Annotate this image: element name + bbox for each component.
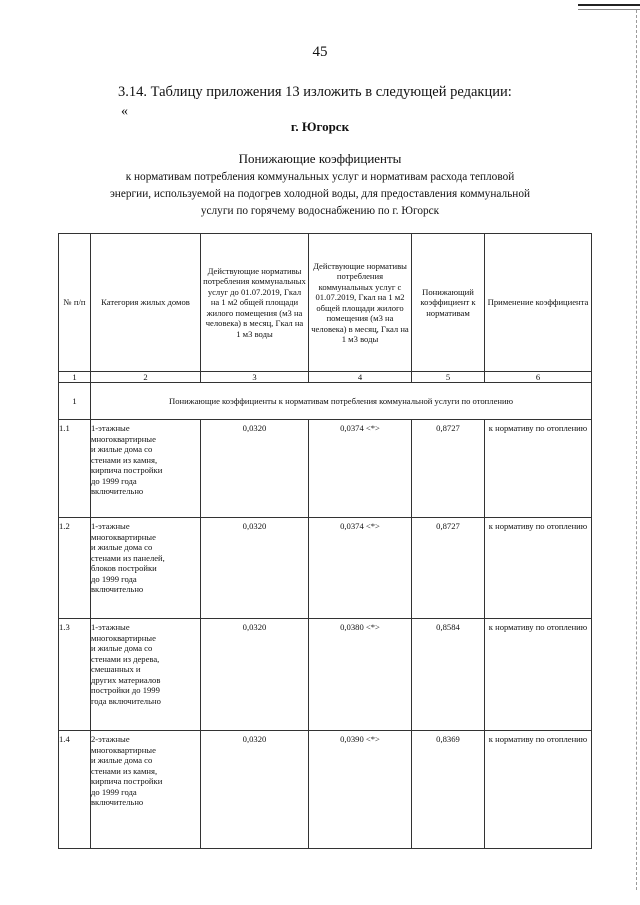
- city-heading: г. Югорск: [290, 119, 350, 134]
- row-application: к нормативу по отоплению: [485, 619, 592, 731]
- column-number-row: [59, 372, 592, 383]
- column-number: 1: [59, 372, 91, 383]
- row-norm-before: 0,0320: [201, 420, 309, 518]
- table-row: [59, 518, 592, 619]
- row-norm-before: 0,0320: [201, 619, 309, 731]
- column-number: 4: [309, 372, 412, 383]
- column-number: 3: [201, 372, 309, 383]
- table-header-row: [59, 234, 592, 372]
- section-row: [59, 383, 592, 420]
- row-norm-before: 0,0320: [201, 518, 309, 619]
- header-application: Применение коэффициента: [485, 234, 592, 372]
- subtitle-line: энергии, используемой на подогрев холодной воды, для предоставления коммунальной: [109, 188, 531, 200]
- row-coefficient: 0,8727: [412, 518, 485, 619]
- clause-heading: 3.14. Таблицу приложения 13 изложить в следующей редакции:: [118, 84, 512, 100]
- header-norm-before: Действующие нормативы потребления коммунальных услуг до 01.07.2019, Гкал на 1 м2 общей площади жилого помещения (м3 на человека) в месяц, Гкал на 1 м3 воды: [201, 234, 309, 372]
- row-category: 2-этажные многоквартирные и жилые дома со стенами из камня, кирпича постройки до 1999 года включительно: [91, 731, 201, 849]
- column-number: 2: [91, 372, 201, 383]
- row-norm-after: 0,0374 <*>: [309, 420, 412, 518]
- row-application: к нормативу по отоплению: [485, 518, 592, 619]
- row-application: к нормативу по отоплению: [485, 420, 592, 518]
- row-category: 1-этажные многоквартирные и жилые дома со стенами из камня, кирпича постройки до 1999 года включительно: [91, 420, 201, 518]
- subtitle-line: услуги по горячему водоснабжению по г. Югорск: [200, 205, 440, 217]
- page-number: 45: [312, 44, 328, 60]
- header-coefficient: Понижающий коэффициент к нормативам: [412, 234, 485, 372]
- section-number: 1: [59, 383, 91, 420]
- scan-top-rule: [578, 4, 640, 10]
- header-number: № п/п: [59, 234, 91, 372]
- row-norm-before: 0,0320: [201, 731, 309, 849]
- row-coefficient: 0,8727: [412, 420, 485, 518]
- row-id: 1.2: [59, 518, 91, 619]
- row-id: 1.4: [59, 731, 91, 849]
- header-category: Категория жилых домов: [91, 234, 201, 372]
- row-norm-after: 0,0380 <*>: [309, 619, 412, 731]
- table-row: [59, 420, 592, 518]
- column-number: 6: [485, 372, 592, 383]
- row-application: к нормативу по отоплению: [485, 731, 592, 849]
- row-id: 1.3: [59, 619, 91, 731]
- row-norm-after: 0,0390 <*>: [309, 731, 412, 849]
- table-subtitle: [0, 169, 640, 220]
- row-category: 1-этажные многоквартирные и жилые дома со стенами из панелей, блоков постройки до 1999 года включительно: [91, 518, 201, 619]
- row-coefficient: 0,8369: [412, 731, 485, 849]
- table-row: [59, 619, 592, 731]
- row-coefficient: 0,8584: [412, 619, 485, 731]
- row-category: 1-этажные многоквартирные и жилые дома со стенами из дерева, смешанных и других материалов постройки до 1999 года включительно: [91, 619, 201, 731]
- table-row: [59, 731, 592, 849]
- header-norm-after: Действующие нормативы потребления коммунальных услуг с 01.07.2019, Гкал на 1 м2 общей площади жилого помещения (м3 на человека) в месяц, Гкал на 1 м3 воды: [309, 234, 412, 372]
- opening-quote: «: [121, 104, 128, 119]
- subtitle-line: к нормативам потребления коммунальных услуг и нормативам расхода тепловой: [125, 171, 515, 183]
- row-id: 1.1: [59, 420, 91, 518]
- scan-edge-line: [636, 10, 637, 890]
- row-norm-after: 0,0374 <*>: [309, 518, 412, 619]
- coefficients-table: [58, 233, 592, 849]
- section-title: Понижающие коэффициенты к нормативам потребления коммунальной услуги по отоплению: [91, 383, 592, 420]
- table-title: Понижающие коэффициенты: [238, 151, 402, 166]
- column-number: 5: [412, 372, 485, 383]
